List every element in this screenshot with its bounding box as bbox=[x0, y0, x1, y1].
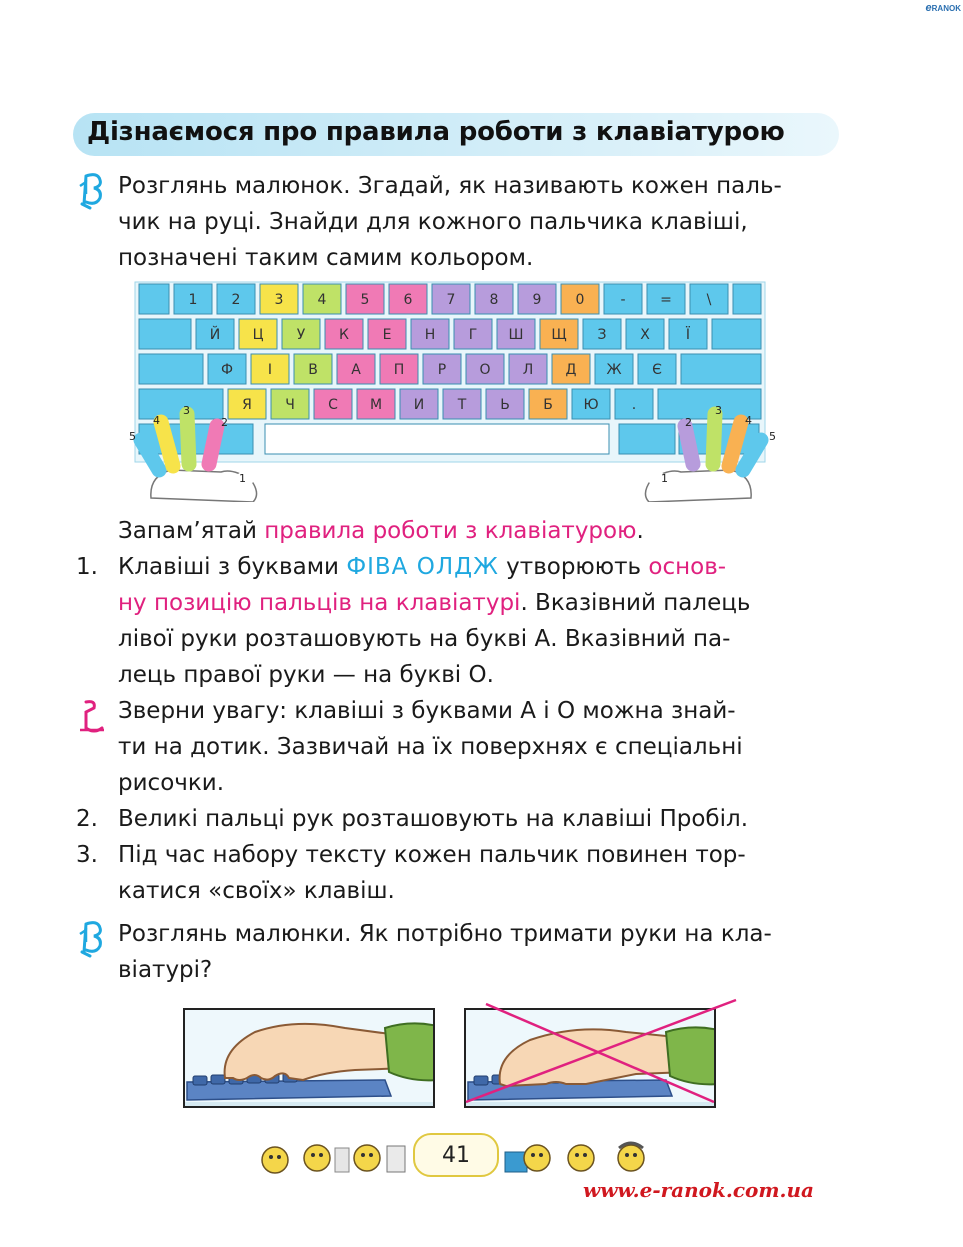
keyboard-illustration bbox=[121, 280, 781, 502]
key-label: В bbox=[308, 362, 318, 378]
key-label: 9 bbox=[532, 292, 542, 308]
task-icon bbox=[76, 920, 108, 958]
note-line-1: Зверни увагу: клавіші з буквами А і О можна знай- bbox=[118, 698, 736, 724]
finger-label: 4 bbox=[153, 414, 160, 427]
key-label: Щ bbox=[551, 327, 567, 343]
key-label: С bbox=[328, 397, 338, 413]
key-caps bbox=[139, 354, 203, 384]
finger bbox=[685, 426, 693, 464]
rule2-text: Великі пальці рук розташовують на клавіші Пробіл. bbox=[118, 806, 749, 832]
key-label: Д bbox=[565, 362, 577, 378]
key-label: Ш bbox=[508, 327, 524, 343]
key-label: 8 bbox=[489, 292, 499, 308]
task-icon bbox=[76, 172, 108, 210]
key-label: Ц bbox=[252, 327, 264, 343]
rule1-text bbox=[118, 549, 838, 693]
key-label: Є bbox=[652, 362, 662, 378]
finger-label: 5 bbox=[129, 430, 136, 443]
rule1-number: 1. bbox=[76, 554, 98, 580]
key-label: Й bbox=[209, 327, 221, 343]
key-label: 0 bbox=[575, 292, 585, 308]
key-label: Ч bbox=[285, 397, 295, 413]
key-label: 1 bbox=[188, 292, 198, 308]
key-label: = bbox=[660, 292, 672, 308]
note-line-3: рисочки. bbox=[118, 770, 225, 796]
key-enter bbox=[712, 319, 761, 349]
key-label: Б bbox=[543, 397, 553, 413]
attention-icon bbox=[76, 698, 108, 736]
key-label: А bbox=[351, 362, 361, 378]
rule1-line-3: лівої руки розташовують на букві А. Вказівний па- bbox=[118, 626, 731, 652]
task2-line-1: Розглянь малюнки. Як потрібно тримати руки на кла- bbox=[118, 921, 772, 947]
section-header bbox=[73, 113, 839, 156]
key-label: К bbox=[339, 327, 349, 343]
key-label: Х bbox=[640, 327, 650, 343]
home-row-keys: ФІВА ОЛДЖ bbox=[346, 554, 499, 580]
key-label: \ bbox=[706, 292, 712, 308]
key-label: М bbox=[369, 397, 383, 413]
website-link[interactable]: www.e-ranok.com.ua bbox=[583, 1178, 814, 1202]
key-label: 7 bbox=[446, 292, 456, 308]
key-label: Ф bbox=[220, 362, 234, 378]
key-label: . bbox=[631, 397, 637, 413]
key-label: Ж bbox=[606, 362, 622, 378]
rule3-line-2: катися «своїх» клавіш. bbox=[118, 878, 395, 904]
key-label: 5 bbox=[360, 292, 370, 308]
key-label: 6 bbox=[403, 292, 413, 308]
key-label: Н bbox=[424, 327, 436, 343]
task1-text bbox=[118, 168, 838, 276]
finger-label: 1 bbox=[239, 472, 246, 485]
task1-line-2: чик на руці. Знайди для кожного пальчика клавіші, bbox=[118, 209, 748, 235]
finger-label: 1 bbox=[661, 472, 668, 485]
remember-line: Запам’ятай правила роботи з клавіатурою. bbox=[118, 518, 644, 544]
finger bbox=[209, 426, 217, 464]
rule2-number: 2. bbox=[76, 806, 98, 832]
note-line-2: ти на дотик. Зазвичай на їх поверхнях є спеціальні bbox=[118, 734, 743, 760]
page-number-box bbox=[413, 1133, 499, 1177]
rules-highlight: правила роботи з клавіатурою bbox=[264, 518, 637, 544]
cross-mark-icon bbox=[464, 998, 740, 1110]
key-label: П bbox=[393, 362, 405, 378]
finger-label: 2 bbox=[685, 416, 692, 429]
key-tilde bbox=[139, 284, 169, 314]
key-label: З bbox=[597, 327, 607, 343]
key-label: Л bbox=[522, 362, 534, 378]
key-label: Ю bbox=[583, 397, 599, 413]
key-label: Ь bbox=[500, 397, 510, 413]
key-label: И bbox=[413, 397, 425, 413]
rule1-line-2: ну позицію пальців на клавіатурі. Вказівний палець bbox=[118, 590, 751, 616]
task1-line-1: Розглянь малюнок. Згадай, як називають кожен паль- bbox=[118, 173, 782, 199]
task2-text bbox=[118, 916, 838, 988]
finger-label: 2 bbox=[221, 416, 228, 429]
key-label: Р bbox=[437, 362, 447, 378]
key-label: І bbox=[267, 362, 273, 378]
key-label: - bbox=[620, 292, 626, 308]
section-title: Дізнаємося про правила роботи з клавіатурою bbox=[87, 117, 785, 147]
finger bbox=[187, 414, 189, 464]
correct-hand-position-picture bbox=[183, 1008, 435, 1108]
task2-line-2: віатурі? bbox=[118, 957, 213, 983]
key-label: У bbox=[296, 327, 306, 343]
rule3-number: 3. bbox=[76, 842, 98, 868]
rule3-line-1: Під час набору тексту кожен пальчик повинен тор- bbox=[118, 842, 746, 868]
key-label: 2 bbox=[231, 292, 241, 308]
smiley-characters-right-icon bbox=[503, 1136, 663, 1180]
key-label: Т bbox=[457, 397, 467, 413]
key-enter-2 bbox=[681, 354, 761, 384]
rule1-line-4: лець правої руки — на букві О. bbox=[118, 662, 494, 688]
key-tab bbox=[139, 319, 191, 349]
task1-line-3: позначені таким самим кольором. bbox=[118, 245, 534, 271]
smiley-characters-left-icon bbox=[255, 1136, 415, 1180]
rule3-text bbox=[118, 837, 838, 909]
key-label: Г bbox=[468, 327, 478, 343]
finger bbox=[713, 414, 715, 464]
key-label: Я bbox=[242, 397, 252, 413]
key-label: Е bbox=[382, 327, 392, 343]
key-label: Ї bbox=[685, 327, 691, 343]
finger-label: 5 bbox=[769, 430, 776, 443]
key-alt-right bbox=[619, 424, 675, 454]
key-label: О bbox=[479, 362, 491, 378]
key-label: 3 bbox=[274, 292, 284, 308]
publisher-logo: eRANOK bbox=[925, 2, 961, 14]
finger-label: 4 bbox=[745, 414, 752, 427]
key-space bbox=[265, 424, 609, 454]
finger-label: 3 bbox=[715, 404, 722, 417]
note-text bbox=[118, 693, 838, 801]
finger-label: 3 bbox=[183, 404, 190, 417]
key-label: 4 bbox=[317, 292, 327, 308]
rule1-line-1: Клавіші з буквами ФІВА ОЛДЖ утворюють основ- bbox=[118, 554, 727, 580]
key-backspace bbox=[733, 284, 761, 314]
page-number: 41 bbox=[442, 1143, 470, 1168]
